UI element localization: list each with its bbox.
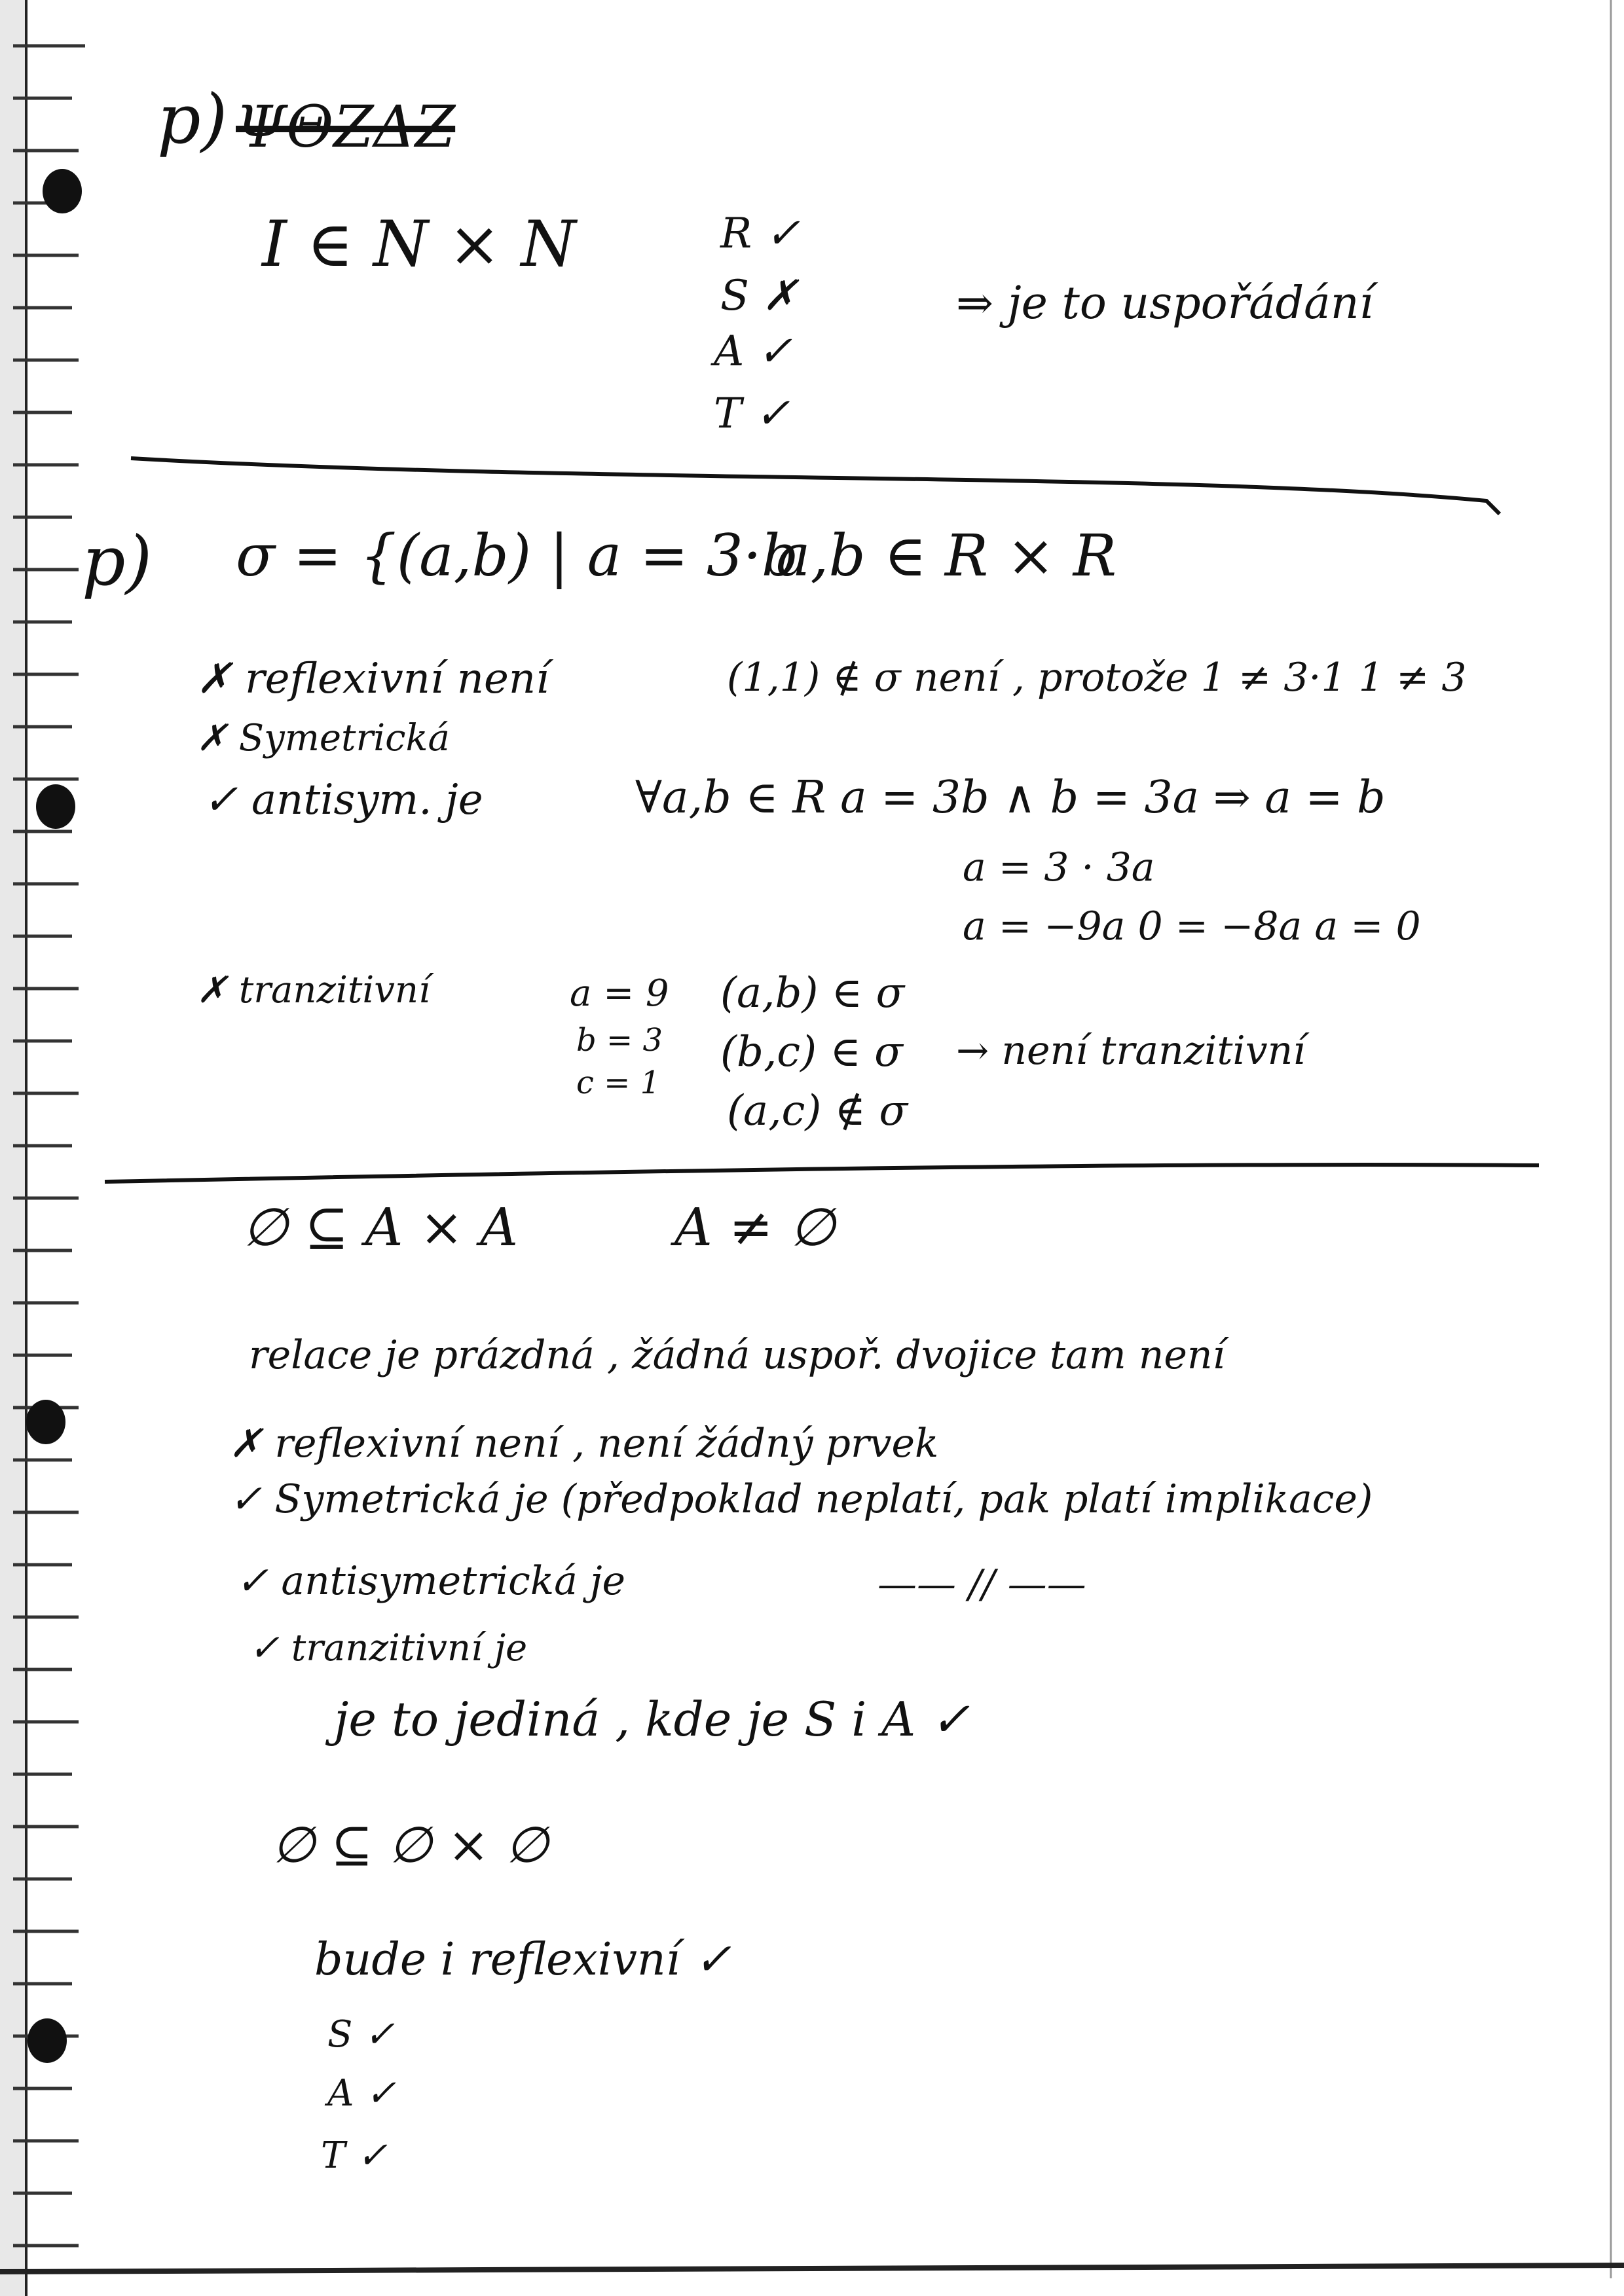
counterexample-pair: (a,c) ∉ σ [727,1087,908,1135]
section-divider [105,1165,1539,1182]
property-item: A ✓ [714,327,793,376]
property-item: R ✓ [720,210,801,258]
antisym-step: a = 3 · 3a [963,845,1155,890]
property-item: S ✓ [327,2013,396,2056]
reflexive-note: bude i reflexivní ✓ [314,1934,732,1986]
antisym-row: ✓ antisymetrická je [236,1558,626,1604]
property-item: A ✓ [327,2072,397,2115]
conclusion: ⇒ je to uspořádání [956,278,1374,329]
expression: I ∈ N × N [262,208,576,281]
reflexive-reason: (1,1) ∉ σ není , protože 1 ≠ 3·1 1 ≠ 3 [727,655,1467,701]
torn-edge [0,0,26,2296]
transitive-conclusion: → není tranzitivní [956,1028,1306,1074]
section-label: p) [157,79,228,159]
nonempty-statement: A ≠ ∅ [674,1197,836,1258]
relation-domain: a,b ∈ R × R [776,522,1117,589]
empty-relation-note: relace je prázdná , žádná uspoř. dvojice tam není [249,1332,1225,1378]
counterexample-value: b = 3 [576,1022,663,1059]
reflexive-row: ✗ reflexivní není [196,655,549,703]
counterexample-pair: (a,b) ∈ σ [720,969,905,1017]
bottom-edge [0,2265,1624,2272]
section-label: p) [82,521,153,601]
property-item: S ✗ [720,272,798,320]
counterexample-value: a = 9 [570,972,669,1015]
reflexive-row: ✗ reflexivní není , není žádný prvek [229,1421,939,1467]
ditto-mark: —— // —— [877,1561,1086,1607]
only-case-note: je to jediná , kde je S i A ✓ [334,1692,970,1747]
punch-hole [28,2018,67,2063]
antisym-step: a = −9a 0 = −8a a = 0 [963,903,1421,949]
symmetric-row: ✗ Symetrická [196,717,450,759]
transitive-row: ✓ tranzitivní je [249,1627,528,1669]
section-divider [131,458,1500,514]
counterexample-value: c = 1 [576,1065,661,1101]
relation-definition: σ = {(a,b) | a = 3·b [236,522,799,589]
counterexample-pair: (b,c) ∈ σ [720,1028,903,1076]
empty-set-statement: ∅ ⊆ ∅ × ∅ [272,1815,549,1874]
property-item: T ✓ [321,2134,388,2177]
struck-text: ΨΘΖΔΖ [236,93,456,160]
punch-hole [36,784,75,829]
property-item: T ✓ [714,390,790,438]
punch-hole [43,169,82,213]
subset-statement: ∅ ⊆ A × A [242,1197,519,1258]
punch-hole [26,1400,65,1444]
punch-holes [26,169,82,2063]
symmetric-row: ✓ Symetrická je (předpoklad neplatí, pak platí implikace) [229,1476,1373,1522]
antisym-proof: ∀a,b ∈ R a = 3b ∧ b = 3a ⇒ a = b [635,772,1386,824]
antisym-row: ✓ antisym. je [203,776,483,824]
transitive-row: ✗ tranzitivní [196,969,430,1011]
